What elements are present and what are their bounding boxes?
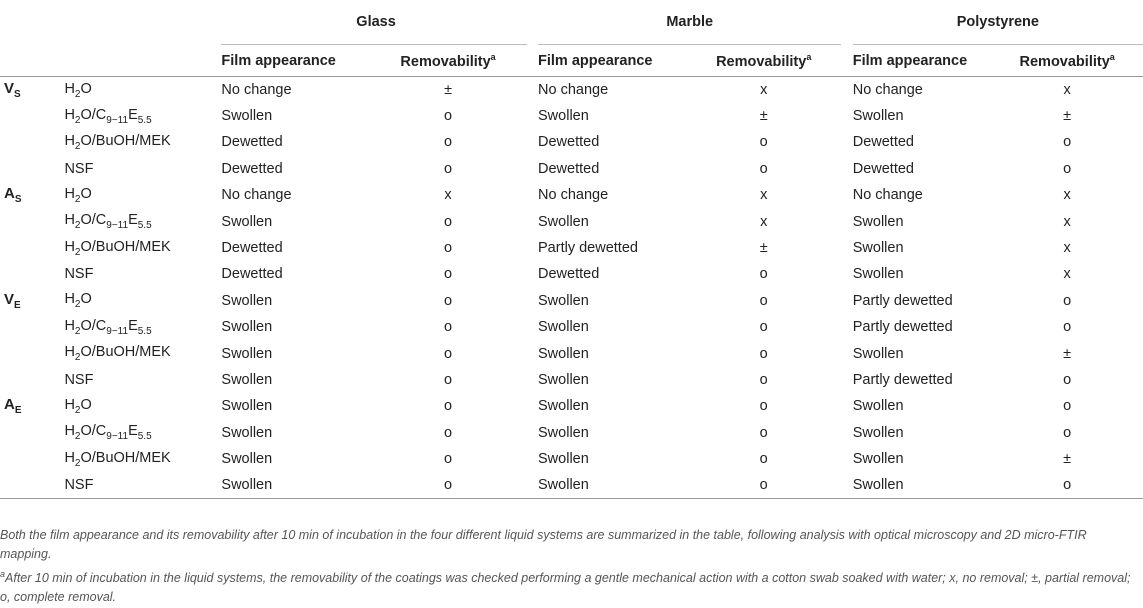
liquid-system: $H_2O/BuOH$/MEK	[64, 449, 171, 469]
liquid-system: $H_2O/BuOH$/MEK	[64, 238, 171, 258]
marble-removability: o	[759, 292, 768, 309]
glass-removability: o	[444, 108, 453, 125]
polystyrene-film-appearance: Partly dewetted	[852, 371, 953, 388]
marble-film-appearance: Swollen	[538, 319, 589, 336]
glass-removability: o	[444, 213, 453, 230]
footnote-summary: Both the film appearance and its removability after 10 min of incubation in the four different liquid systems are summarized in the table, following analysis with optical microscopy and 2D micro-FTIR mapping.	[0, 528, 1087, 561]
glass-film-appearance: Swollen	[221, 108, 273, 125]
col-film-appearance: Film appearance	[538, 52, 653, 69]
polystyrene-film-appearance: No change	[852, 81, 923, 98]
polystyrene-film-appearance: Dewetted	[852, 134, 914, 151]
polystyrene-removability: o	[1063, 477, 1072, 494]
glass-film-appearance: No change	[221, 81, 292, 98]
liquid-system: $H_2O/C_{9-11}E_{5.5}$	[64, 106, 152, 126]
marble-film-appearance: No change	[538, 81, 609, 98]
group-polystyrene: Polystyrene	[853, 0, 1143, 45]
table-row	[0, 208, 1143, 234]
col-film-appearance: Film appearance	[852, 52, 968, 69]
material-label	[0, 156, 64, 182]
marble-removability: ±	[759, 240, 768, 257]
material-label	[0, 261, 64, 287]
glass-film-appearance: Swollen	[221, 292, 273, 309]
table-row	[0, 129, 1143, 155]
table-row	[0, 367, 1143, 393]
marble-film-appearance: No change	[538, 187, 609, 204]
liquid-system: NSF	[64, 266, 94, 283]
marble-removability: ±	[759, 108, 768, 125]
col-removability: Removability$^a$	[1019, 51, 1115, 70]
material-label	[0, 446, 64, 472]
col-removability: Removability$^a$	[400, 51, 496, 70]
table-row	[0, 340, 1143, 366]
table-row	[0, 235, 1143, 261]
polystyrene-film-appearance: Partly dewetted	[852, 292, 953, 309]
table-row	[0, 156, 1143, 182]
polystyrene-removability: o	[1063, 424, 1072, 441]
marble-film-appearance: Swollen	[538, 424, 589, 441]
glass-removability: o	[444, 451, 453, 468]
material-label	[0, 235, 64, 261]
liquid-system: $H_2O$	[64, 185, 92, 205]
polystyrene-removability: ±	[1063, 345, 1072, 362]
glass-removability: x	[444, 187, 452, 204]
col-film-appearance: Film appearance	[221, 52, 336, 69]
marble-film-appearance: Swollen	[538, 213, 589, 230]
liquid-system: $H_2O$	[64, 291, 92, 311]
marble-film-appearance: Partly dewetted	[538, 240, 638, 257]
liquid-system: $H_2O$	[64, 396, 92, 416]
marble-removability: x	[760, 187, 768, 204]
glass-removability: o	[444, 319, 453, 336]
polystyrene-removability: o	[1063, 319, 1072, 336]
table-footnotes	[0, 526, 1138, 607]
glass-film-appearance: Swollen	[221, 345, 273, 362]
table-row	[0, 261, 1143, 287]
marble-film-appearance: Swollen	[538, 108, 589, 125]
polystyrene-removability: x	[1063, 187, 1071, 204]
polystyrene-removability: x	[1063, 240, 1071, 257]
material-label: $V_S$	[4, 79, 21, 100]
table-row	[0, 77, 1143, 103]
marble-removability: o	[759, 160, 768, 177]
polystyrene-film-appearance: Swollen	[852, 451, 904, 468]
table-row	[0, 182, 1143, 208]
marble-film-appearance: Swollen	[538, 451, 589, 468]
polystyrene-film-appearance: Swollen	[852, 108, 904, 125]
glass-removability: o	[444, 266, 453, 283]
glass-film-appearance: Swollen	[221, 319, 273, 336]
polystyrene-film-appearance: Swollen	[852, 477, 904, 494]
glass-removability: o	[444, 134, 453, 151]
marble-removability: o	[759, 477, 768, 494]
glass-removability: o	[444, 424, 453, 441]
marble-film-appearance: Swollen	[538, 292, 589, 309]
glass-film-appearance: Dewetted	[221, 240, 283, 257]
marble-removability: o	[759, 266, 768, 283]
table-body	[0, 77, 1143, 499]
liquid-system: $H_2O/BuOH$/MEK	[64, 344, 171, 364]
liquid-system: $H_2O/C_{9-11}E_{5.5}$	[64, 423, 152, 443]
polystyrene-film-appearance: Swollen	[852, 345, 904, 362]
material-label	[0, 129, 64, 155]
polystyrene-film-appearance: Dewetted	[852, 160, 914, 177]
marble-film-appearance: Swollen	[538, 345, 589, 362]
marble-removability: o	[759, 398, 768, 415]
polystyrene-removability: o	[1063, 371, 1072, 388]
material-label: $V_E$	[4, 290, 21, 311]
marble-film-appearance: Swollen	[538, 477, 589, 494]
marble-film-appearance: Dewetted	[538, 160, 600, 177]
glass-removability: o	[444, 240, 453, 257]
polystyrene-removability: x	[1063, 81, 1071, 98]
polystyrene-film-appearance: Swollen	[852, 240, 904, 257]
table-row	[0, 103, 1143, 129]
polystyrene-removability: o	[1063, 292, 1072, 309]
material-label	[0, 340, 64, 366]
table-row	[0, 420, 1143, 446]
material-label	[0, 314, 64, 340]
marble-removability: o	[759, 451, 768, 468]
marble-removability: o	[759, 134, 768, 151]
material-label	[0, 472, 64, 498]
glass-film-appearance: Swollen	[221, 213, 273, 230]
glass-removability: ±	[444, 81, 453, 98]
marble-removability: x	[760, 81, 768, 98]
polystyrene-film-appearance: Partly dewetted	[852, 319, 953, 336]
glass-film-appearance: Dewetted	[221, 134, 283, 151]
polystyrene-removability: o	[1063, 398, 1072, 415]
polystyrene-film-appearance: Swollen	[852, 424, 904, 441]
marble-film-appearance: Swollen	[538, 371, 589, 388]
glass-film-appearance: Dewetted	[221, 266, 283, 283]
material-label	[0, 367, 64, 393]
liquid-system: NSF	[64, 371, 94, 388]
glass-removability: o	[444, 160, 453, 177]
liquid-system: $H_2O/BuOH$/MEK	[64, 133, 171, 152]
material-label: $A_S$	[4, 185, 22, 206]
marble-removability: o	[759, 345, 768, 362]
material-label	[0, 208, 64, 234]
material-label	[0, 103, 64, 129]
marble-removability: o	[759, 319, 768, 336]
polystyrene-removability: o	[1063, 160, 1072, 177]
marble-removability: o	[759, 424, 768, 441]
footnote-removability: $^a$After 10 min of incubation in the liquid systems, the removability of the coatings was checked performing a gentle mechanical action with a cotton swab soaked with water; x, no removal; ±, partial removal; o, complete removal.	[0, 569, 1131, 605]
liquid-system: $H_2O$	[64, 80, 92, 100]
polystyrene-removability: ±	[1063, 108, 1072, 125]
table-row	[0, 314, 1143, 340]
material-label	[0, 420, 64, 446]
marble-film-appearance: Dewetted	[538, 266, 600, 283]
glass-film-appearance: Swollen	[221, 477, 273, 494]
table-row	[0, 288, 1143, 314]
polystyrene-removability: x	[1063, 213, 1071, 230]
polystyrene-removability: x	[1063, 266, 1071, 283]
glass-film-appearance: Swollen	[221, 398, 273, 415]
polystyrene-film-appearance: Swollen	[852, 266, 904, 283]
liquid-system: NSF	[64, 477, 94, 494]
glass-removability: o	[444, 292, 453, 309]
glass-film-appearance: Dewetted	[221, 160, 283, 177]
group-marble: Marble	[538, 0, 841, 45]
marble-film-appearance: Dewetted	[538, 134, 600, 151]
group-glass: Glass	[221, 0, 526, 45]
polystyrene-film-appearance: Swollen	[852, 213, 904, 230]
glass-film-appearance: Swollen	[221, 451, 273, 468]
glass-film-appearance: Swollen	[221, 424, 273, 441]
polystyrene-removability: ±	[1063, 451, 1072, 468]
liquid-system: $H_2O/C_{9-11}E_{5.5}$	[64, 317, 152, 337]
liquid-system: $H_2O/C_{9-11}E_{5.5}$	[64, 212, 152, 232]
glass-removability: o	[444, 371, 453, 388]
glass-film-appearance: No change	[221, 187, 292, 204]
table-row	[0, 393, 1143, 419]
marble-removability: o	[759, 371, 768, 388]
glass-film-appearance: Swollen	[221, 371, 273, 388]
glass-removability: o	[444, 477, 453, 494]
liquid-system: NSF	[64, 160, 94, 177]
marble-film-appearance: Swollen	[538, 398, 589, 415]
polystyrene-removability: o	[1063, 134, 1072, 151]
material-label: $A_E$	[4, 396, 22, 417]
table-row	[0, 472, 1143, 498]
table-row	[0, 446, 1143, 472]
polystyrene-film-appearance: No change	[852, 187, 923, 204]
col-removability: Removability$^a$	[716, 51, 812, 70]
glass-removability: o	[444, 345, 453, 362]
marble-removability: x	[760, 213, 768, 230]
polystyrene-film-appearance: Swollen	[852, 398, 904, 415]
glass-removability: o	[444, 398, 453, 415]
